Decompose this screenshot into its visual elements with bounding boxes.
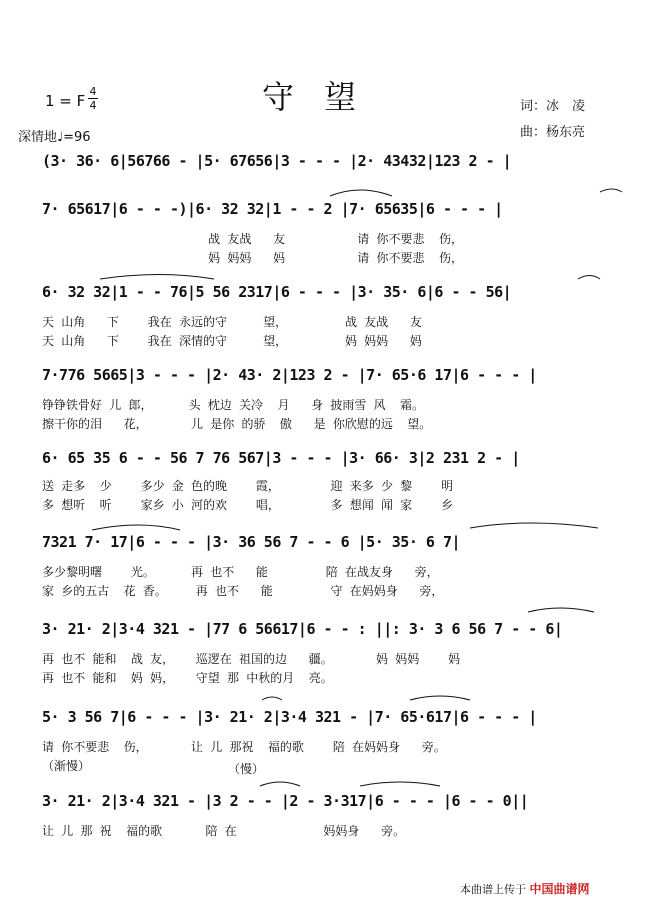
- lyrics-line-2a: 战 友战 友 请 你不要悲 伤，: [42, 232, 463, 246]
- notation-line-4: 7·776 5665|3 - - - |2· 43· 2|123 2 - |7· 65·6 17|6 - - - |: [42, 366, 537, 384]
- notation-line-2: 7· 65617|6 - - -)|6· 32 32|1 - - 2 |7· 65635|6 - - - |: [42, 200, 503, 218]
- gradual-slow-marking: （渐慢）: [42, 759, 91, 773]
- lyrics-line-5a: 送 走多 少 多少 金 色的晚 霞， 迎 来多 少 黎 明: [42, 479, 454, 493]
- lyricist: 词：冰 凌: [520, 99, 586, 114]
- lyrics-line-4a: 铮铮铁骨好 儿 郎， 头 枕边 关冷 月 身 披雨雪 风 霜。: [42, 398, 425, 412]
- footer-attribution: [460, 880, 590, 897]
- lyrics-line-8a: 请 你不要悲 伤， 让 儿 那祝 福的歌 陪 在妈妈身 旁。: [42, 740, 446, 754]
- lyrics-line-9a: 让 儿 那 祝 福的歌 陪 在 妈妈身 旁。: [42, 824, 406, 838]
- lyrics-line-5b: 多 想听 听 家乡 小 河的欢 唱， 多 想闻 闻 家 乡: [42, 498, 454, 512]
- lyrics-line-6b: 家 乡的五古 花 香。 再 也不 能 守 在妈妈身 旁，: [42, 584, 444, 598]
- notation-line-3: 6· 32 32|1 - - 76|5 56 2317|6 - - - |3· 35· 6|6 - - 56|: [42, 283, 512, 301]
- song-title: 守望: [261, 78, 386, 116]
- lyrics-line-6a: 多少黎明曙 光。 再 也不 能 陪 在战友身 旁，: [42, 565, 439, 579]
- composer: 曲：杨东亮: [520, 125, 586, 140]
- tempo-marking: 深情地♩=96: [18, 130, 91, 145]
- lyrics-line-2b: 妈 妈妈 妈 请 你不要悲 伤，: [42, 251, 463, 265]
- lyrics-line-3a: 天 山角 下 我在 永远的守 望， 战 友战 友: [42, 315, 422, 329]
- notation-line-7: 3· 21· 2|3·4 321 - |77 6 56617|6 - - : ||: 3· 3 6 56 7 - - 6|: [42, 620, 563, 638]
- notation-line-8: 5· 3 56 7|6 - - - |3· 21· 2|3·4 321 - |7· 65·617|6 - - - |: [42, 708, 537, 726]
- lyrics-line-4b: 擦干你的泪 花， 儿 是你 的骄 傲 是 你欣慰的远 望。: [42, 417, 432, 431]
- lyrics-line-3b: 天 山角 下 我在 深情的守 望， 妈 妈妈 妈: [42, 334, 422, 348]
- meter-top: 4: [89, 85, 97, 98]
- notation-line-6: 7321 7· 17|6 - - - |3· 36 56 7 - - 6 |5· 35· 6 7|: [42, 533, 461, 551]
- key-signature: 1 = F: [45, 92, 86, 110]
- meter-bottom: 4: [89, 99, 97, 112]
- slow-marking: （慢）: [228, 762, 265, 776]
- lyrics-line-7b: 再 也不 能和 妈 妈， 守望 那 中秋的月 亮。: [42, 671, 333, 685]
- notation-line-9: 3· 21· 2|3·4 321 - |3 2 - - |2 - 3·317|6 - - - |6 - - 0||: [42, 792, 529, 810]
- notation-line-5: 6· 65 35 6 - - 56 7 76 567|3 - - - |3· 66· 3|2 231 2 - |: [42, 449, 520, 467]
- notation-line-1: (3· 36· 6|56766 - |5· 67656|3 - - - |2· 43432|123 2 - |: [42, 152, 512, 170]
- site-logo[interactable]: 中国曲谱网: [529, 882, 590, 896]
- lyrics-line-7a: 再 也不 能和 战 友， 巡逻在 祖国的边 疆。 妈 妈妈 妈: [42, 652, 461, 666]
- uploaded-label: 本曲谱上传于: [460, 883, 526, 896]
